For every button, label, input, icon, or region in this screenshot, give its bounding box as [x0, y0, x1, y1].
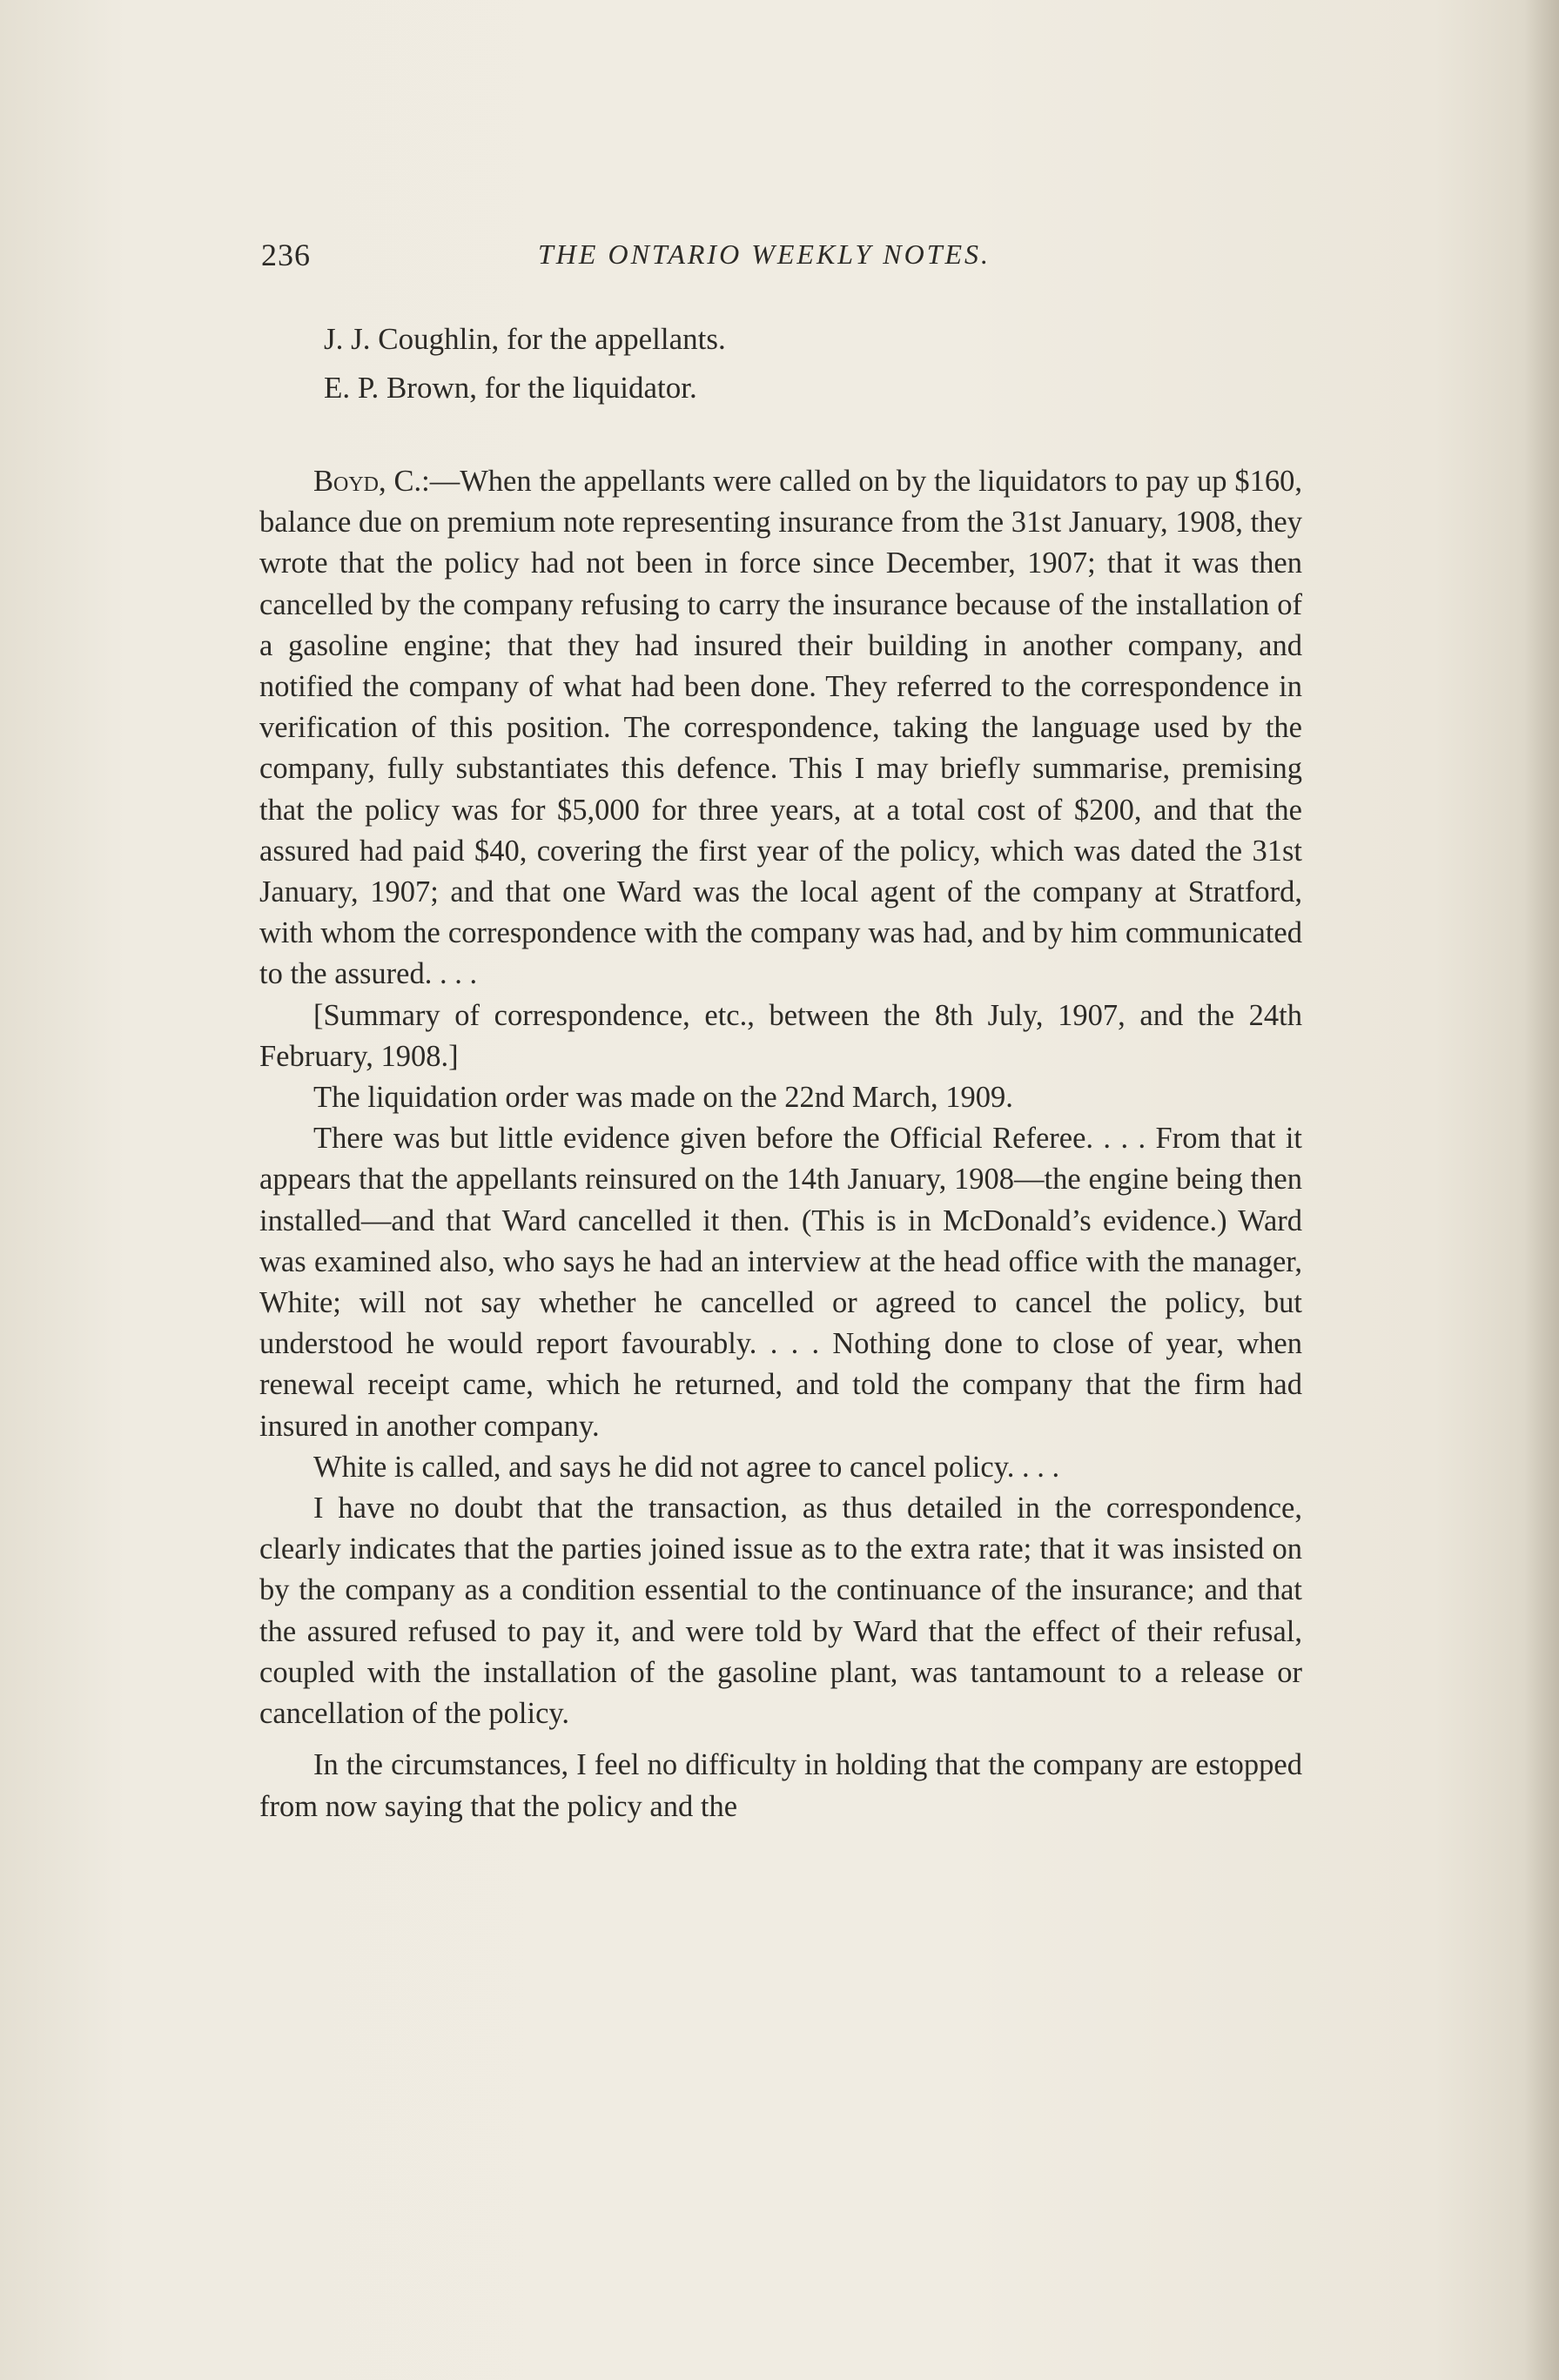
counsel-appellants: J. J. Coughlin, for the appellants.: [324, 322, 726, 356]
judge-name: Boyd, C.: [313, 465, 422, 498]
counsel-liquidator: E. P. Brown, for the liquidator.: [324, 371, 697, 405]
paragraph-summary-note: [Summary of correspondence, etc., between the 8th July, 1907, and the 24th February, 1908.]: [259, 998, 1302, 1073]
paragraph-finding: I have no doubt that the transaction, as thus detailed in the correspondence, clearly indicates that the parties joined issue as to the extra rate; that it was insisted on by the company as a condition essential to the continuance of the insurance; and that the assured refused to pay it, and were told by Ward that the effect of their refusal, coupled with the installation of the gasoline plant, was tantamount to a release or cancellation of the policy.: [259, 1492, 1302, 1731]
paragraph-white: White is called, and says he did not agree to cancel policy. . . .: [313, 1450, 1060, 1484]
counsel-list: [324, 315, 726, 412]
opening-text: :—When the appellants were called on by the liquidators to pay up $160, balance due on premium note representing insurance from the 31st January, 1908, they wrote that the policy had not been in force since December, 1907; that it was then cancelled by the company refusing to carry the insurance because of the installation of a gasoline engine; that they had insured their building in another company, and notified the company of what had been done. They referred to the correspondence in verification of this position. The correspondence, taking the language used by the company, fully substantiates this defence. This I may briefly summarise, premising that the policy was for $5,000 for three years, at a total cost of $200, and that the assured had paid $40, covering the first year of the policy, which was dated the 31st January, 1907; and that one Ward was the local agent of the company at Stratford, with whom the correspondence with the company was had, and by him communicated to the assured. . . .: [259, 465, 1302, 991]
paragraph-estoppel: In the circumstances, I feel no difficulty in holding that the company are estopped from now saying that the policy and the: [259, 1748, 1302, 1823]
page-header: [261, 237, 1306, 280]
running-title: THE ONTARIO WEEKLY NOTES.: [538, 238, 991, 270]
judgment-opening-paragraph: [259, 461, 1302, 996]
judgment-text: [259, 461, 1302, 1827]
paragraph-liquidation-order: The liquidation order was made on the 22nd March, 1909.: [313, 1081, 1013, 1115]
page-edge-shadow: [1524, 0, 1559, 2380]
page-number: 236: [261, 238, 311, 272]
paragraph-evidence: There was but little evidence given before the Official Referee. . . . From that it appears that the appellants reinsured on the 14th January, 1908—the engine being then installed—and that Ward cancelled it then. (This is in McDonald’s evidence.) Ward was examined also, who says he had an interview at the head office with the manager, White; will not say whether he cancelled or agreed to cancel the policy, but understood he would report favourably. . . . Nothing done to close of year, when renewal receipt came, which he returned, and told the company that the firm had insured in another company.: [259, 1122, 1302, 1443]
